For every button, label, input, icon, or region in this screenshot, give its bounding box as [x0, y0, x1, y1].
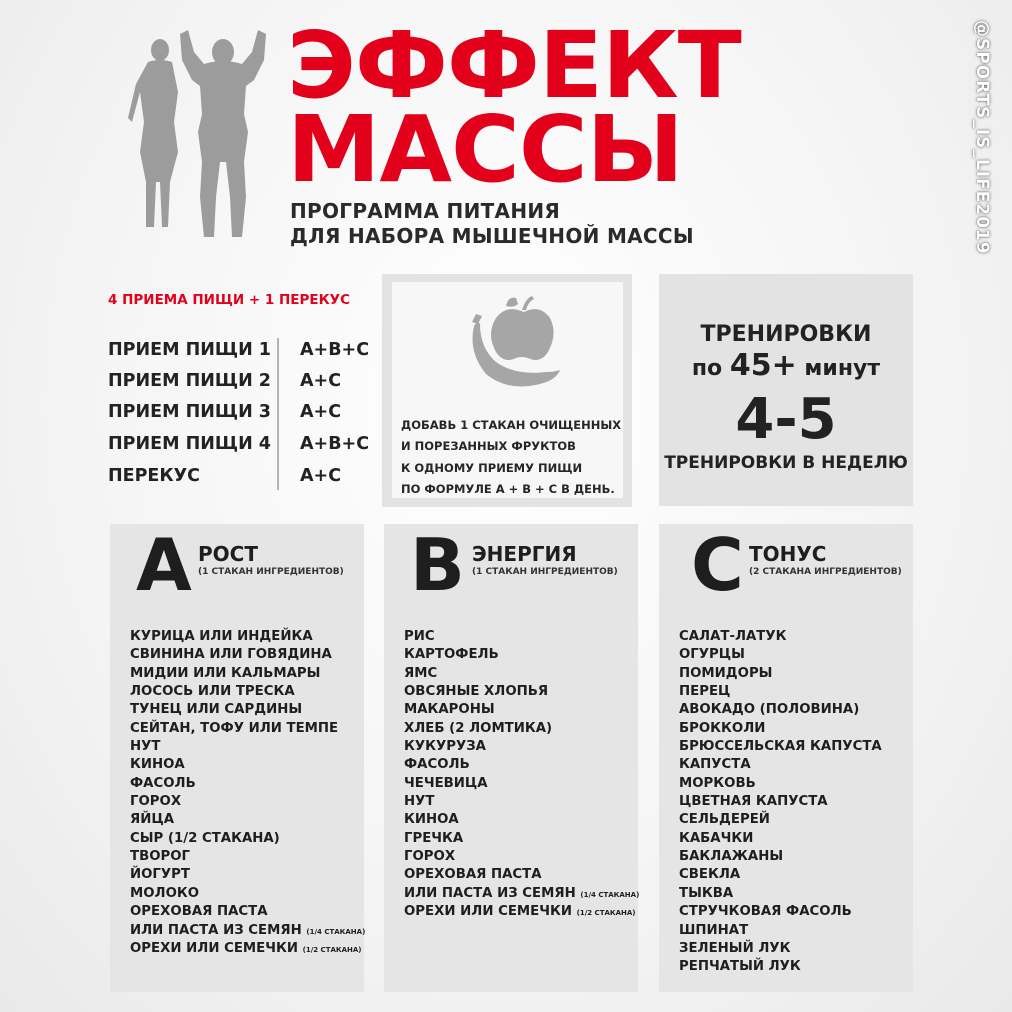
column-c-letter: C [691, 523, 744, 607]
training-title: ТРЕНИРОВКИ [700, 322, 872, 347]
list-item: ЯЙЦА [130, 812, 174, 828]
meal-formula: A+C [300, 402, 342, 422]
meal-row [108, 434, 378, 464]
meal-row [108, 402, 378, 432]
meal-row [108, 371, 378, 401]
list-item: КАРТОФЕЛЬ [404, 647, 499, 663]
fruit-tip-text: ПО ФОРМУЛЕ А + В + С В ДЕНЬ. [401, 482, 615, 496]
list-item-text: ОРЕХИ ИЛИ СЕМЕЧКИ [404, 904, 572, 920]
list-item: КУРИЦА ИЛИ ИНДЕЙКА [130, 629, 313, 644]
meal-row [108, 466, 378, 496]
meal-row [108, 340, 378, 370]
training-count: 4-5 [735, 387, 837, 452]
meals-heading: 4 ПРИЕМА ПИЩИ + 1 ПЕРЕКУС [108, 292, 350, 308]
meal-name: ПРИЕМ ПИЩИ 1 [108, 340, 271, 360]
list-item: ЙОГУРТ [130, 867, 190, 883]
list-item: ТВОРОГ [130, 849, 191, 865]
training-duration-number: 45+ [729, 348, 797, 383]
list-item-text: ИЛИ ПАСТА ИЗ СЕМЯН [404, 885, 576, 901]
list-item [404, 903, 639, 921]
list-item: РЕПЧАТЫЙ ЛУК [679, 959, 801, 975]
column-c-subtitle: (2 СТАКАНА ИНГРЕДИЕНТОВ) [749, 567, 902, 577]
page-title-line-1: ЭФФЕКТ [287, 12, 741, 119]
column-a-panel [110, 524, 364, 992]
column-c-list [679, 628, 882, 977]
list-item: ЦВЕТНАЯ КАПУСТА [679, 794, 828, 810]
meal-formula: A+C [300, 466, 342, 486]
list-item: СВИНИНА ИЛИ ГОВЯДИНА [130, 647, 332, 663]
list-item: ГОРОХ [130, 794, 182, 810]
list-item: МОРКОВЬ [679, 775, 756, 791]
list-item: ОГУРЦЫ [679, 647, 745, 663]
column-b-letter: B [410, 523, 465, 607]
meal-formula: A+B+C [300, 340, 370, 360]
list-item: ОРЕХОВАЯ ПАСТА [130, 904, 268, 920]
fruit-tip-panel [382, 274, 632, 507]
column-a-subtitle: (1 СТАКАН ИНГРЕДИЕНТОВ) [198, 567, 344, 577]
list-item: НУТ [130, 739, 161, 755]
list-item: КИНОА [130, 757, 185, 773]
subtitle-line-1: ПРОГРАММА ПИТАНИЯ [290, 199, 561, 223]
list-item: ЛОСОСЬ ИЛИ ТРЕСКА [130, 684, 295, 700]
list-item: МОЛОКО [130, 885, 200, 901]
column-a-title: РОСТ [198, 542, 258, 566]
list-item: ГРЕЧКА [404, 830, 464, 846]
apple-banana-icon [460, 292, 570, 392]
list-item: ЗЕЛЕНЫЙ ЛУК [679, 940, 791, 956]
meal-name: ПРИЕМ ПИЩИ 3 [108, 402, 271, 422]
list-item-note: (1/4 СТАКАНА) [580, 890, 640, 899]
training-duration-suffix: минут [804, 356, 881, 381]
list-item: ГОРОХ [404, 849, 456, 865]
column-a-letter: A [136, 523, 192, 607]
list-item: НУТ [404, 794, 435, 810]
list-item: ТЫКВА [679, 885, 734, 901]
list-item [130, 940, 365, 958]
list-item: АВОКАДО (ПОЛОВИНА) [679, 702, 860, 718]
list-item: КИНОА [404, 812, 459, 828]
column-c-title: ТОНУС [749, 542, 827, 566]
list-item-text: ОРЕХИ ИЛИ СЕМЕЧКИ [130, 940, 298, 956]
training-panel [659, 274, 913, 506]
list-item: ЯМС [404, 665, 438, 681]
training-per-week: ТРЕНИРОВКИ В НЕДЕЛЮ [664, 453, 908, 473]
list-item: ХЛЕБ (2 ЛОМТИКА) [404, 720, 553, 736]
list-item: СВЕКЛА [679, 867, 741, 883]
list-item: ТУНЕЦ ИЛИ САРДИНЫ [130, 702, 303, 718]
list-item: БАКЛАЖАНЫ [679, 849, 784, 865]
meal-name: ПРИЕМ ПИЩИ 4 [108, 434, 271, 454]
list-item [130, 922, 365, 940]
list-item: БРЮССЕЛЬСКАЯ КАПУСТА [679, 739, 882, 755]
column-c-panel [659, 524, 913, 992]
list-item: ПОМИДОРЫ [679, 665, 773, 681]
list-item: БРОККОЛИ [679, 720, 766, 736]
list-item: СЕЛЬДЕРЕЙ [679, 812, 770, 828]
column-b-subtitle: (1 СТАКАН ИНГРЕДИЕНТОВ) [472, 567, 618, 577]
fruit-tip-text: К ОДНОМУ ПРИЕМУ ПИЩИ [401, 461, 583, 475]
fruit-tip-inner [392, 282, 623, 498]
training-duration-prefix: по [691, 356, 723, 381]
list-item: КАБАЧКИ [679, 830, 754, 846]
bodybuilder-silhouette-icon [118, 22, 288, 252]
list-item: СЕЙТАН, ТОФУ ИЛИ ТЕМПЕ [130, 720, 339, 736]
list-item: ШПИНАТ [679, 922, 749, 938]
list-item: МИДИИ ИЛИ КАЛЬМАРЫ [130, 665, 321, 681]
list-item-note: (1/4 СТАКАНА) [306, 927, 366, 936]
column-b-panel [384, 524, 638, 992]
fruit-tip-text: И ПОРЕЗАННЫХ ФРУКТОВ [401, 439, 576, 453]
meal-formula: A+B+C [300, 434, 370, 454]
list-item: РИС [404, 629, 435, 644]
list-item: КУКУРУЗА [404, 739, 486, 755]
watermark: @SPORTS_IS_LIFE2019 [972, 20, 992, 255]
list-item: СТРУЧКОВАЯ ФАСОЛЬ [679, 904, 852, 920]
training-duration [659, 348, 913, 383]
list-item: ФАСОЛЬ [130, 775, 196, 791]
list-item-text: ИЛИ ПАСТА ИЗ СЕМЯН [130, 922, 302, 938]
list-item: ПЕРЕЦ [679, 684, 731, 700]
list-item: ФАСОЛЬ [404, 757, 470, 773]
list-item-note: (1/2 СТАКАНА) [302, 945, 362, 954]
list-item: ЧЕЧЕВИЦА [404, 775, 488, 791]
list-item-note: (1/2 СТАКАНА) [576, 909, 636, 918]
subtitle-line-2: ДЛЯ НАБОРА МЫШЕЧНОЙ МАССЫ [290, 224, 694, 248]
list-item: САЛАТ-ЛАТУК [679, 629, 787, 644]
list-item: ОВСЯНЫЕ ХЛОПЬЯ [404, 684, 549, 700]
column-b-list [404, 628, 639, 922]
meal-formula: A+C [300, 371, 342, 391]
fruit-tip-text: ДОБАВЬ 1 СТАКАН ОЧИЩЕННЫХ [401, 418, 622, 432]
column-a-list [130, 628, 365, 958]
column-b-title: ЭНЕРГИЯ [472, 542, 577, 566]
meal-name: ПЕРЕКУС [108, 466, 201, 486]
list-item: ОРЕХОВАЯ ПАСТА [404, 867, 542, 883]
meal-name: ПРИЕМ ПИЩИ 2 [108, 371, 271, 391]
list-item: МАКАРОНЫ [404, 702, 495, 718]
page-title-line-2: МАССЫ [287, 96, 683, 203]
list-item [404, 885, 639, 903]
list-item: КАПУСТА [679, 757, 751, 773]
list-item: СЫР (1/2 СТАКАНА) [130, 830, 280, 846]
